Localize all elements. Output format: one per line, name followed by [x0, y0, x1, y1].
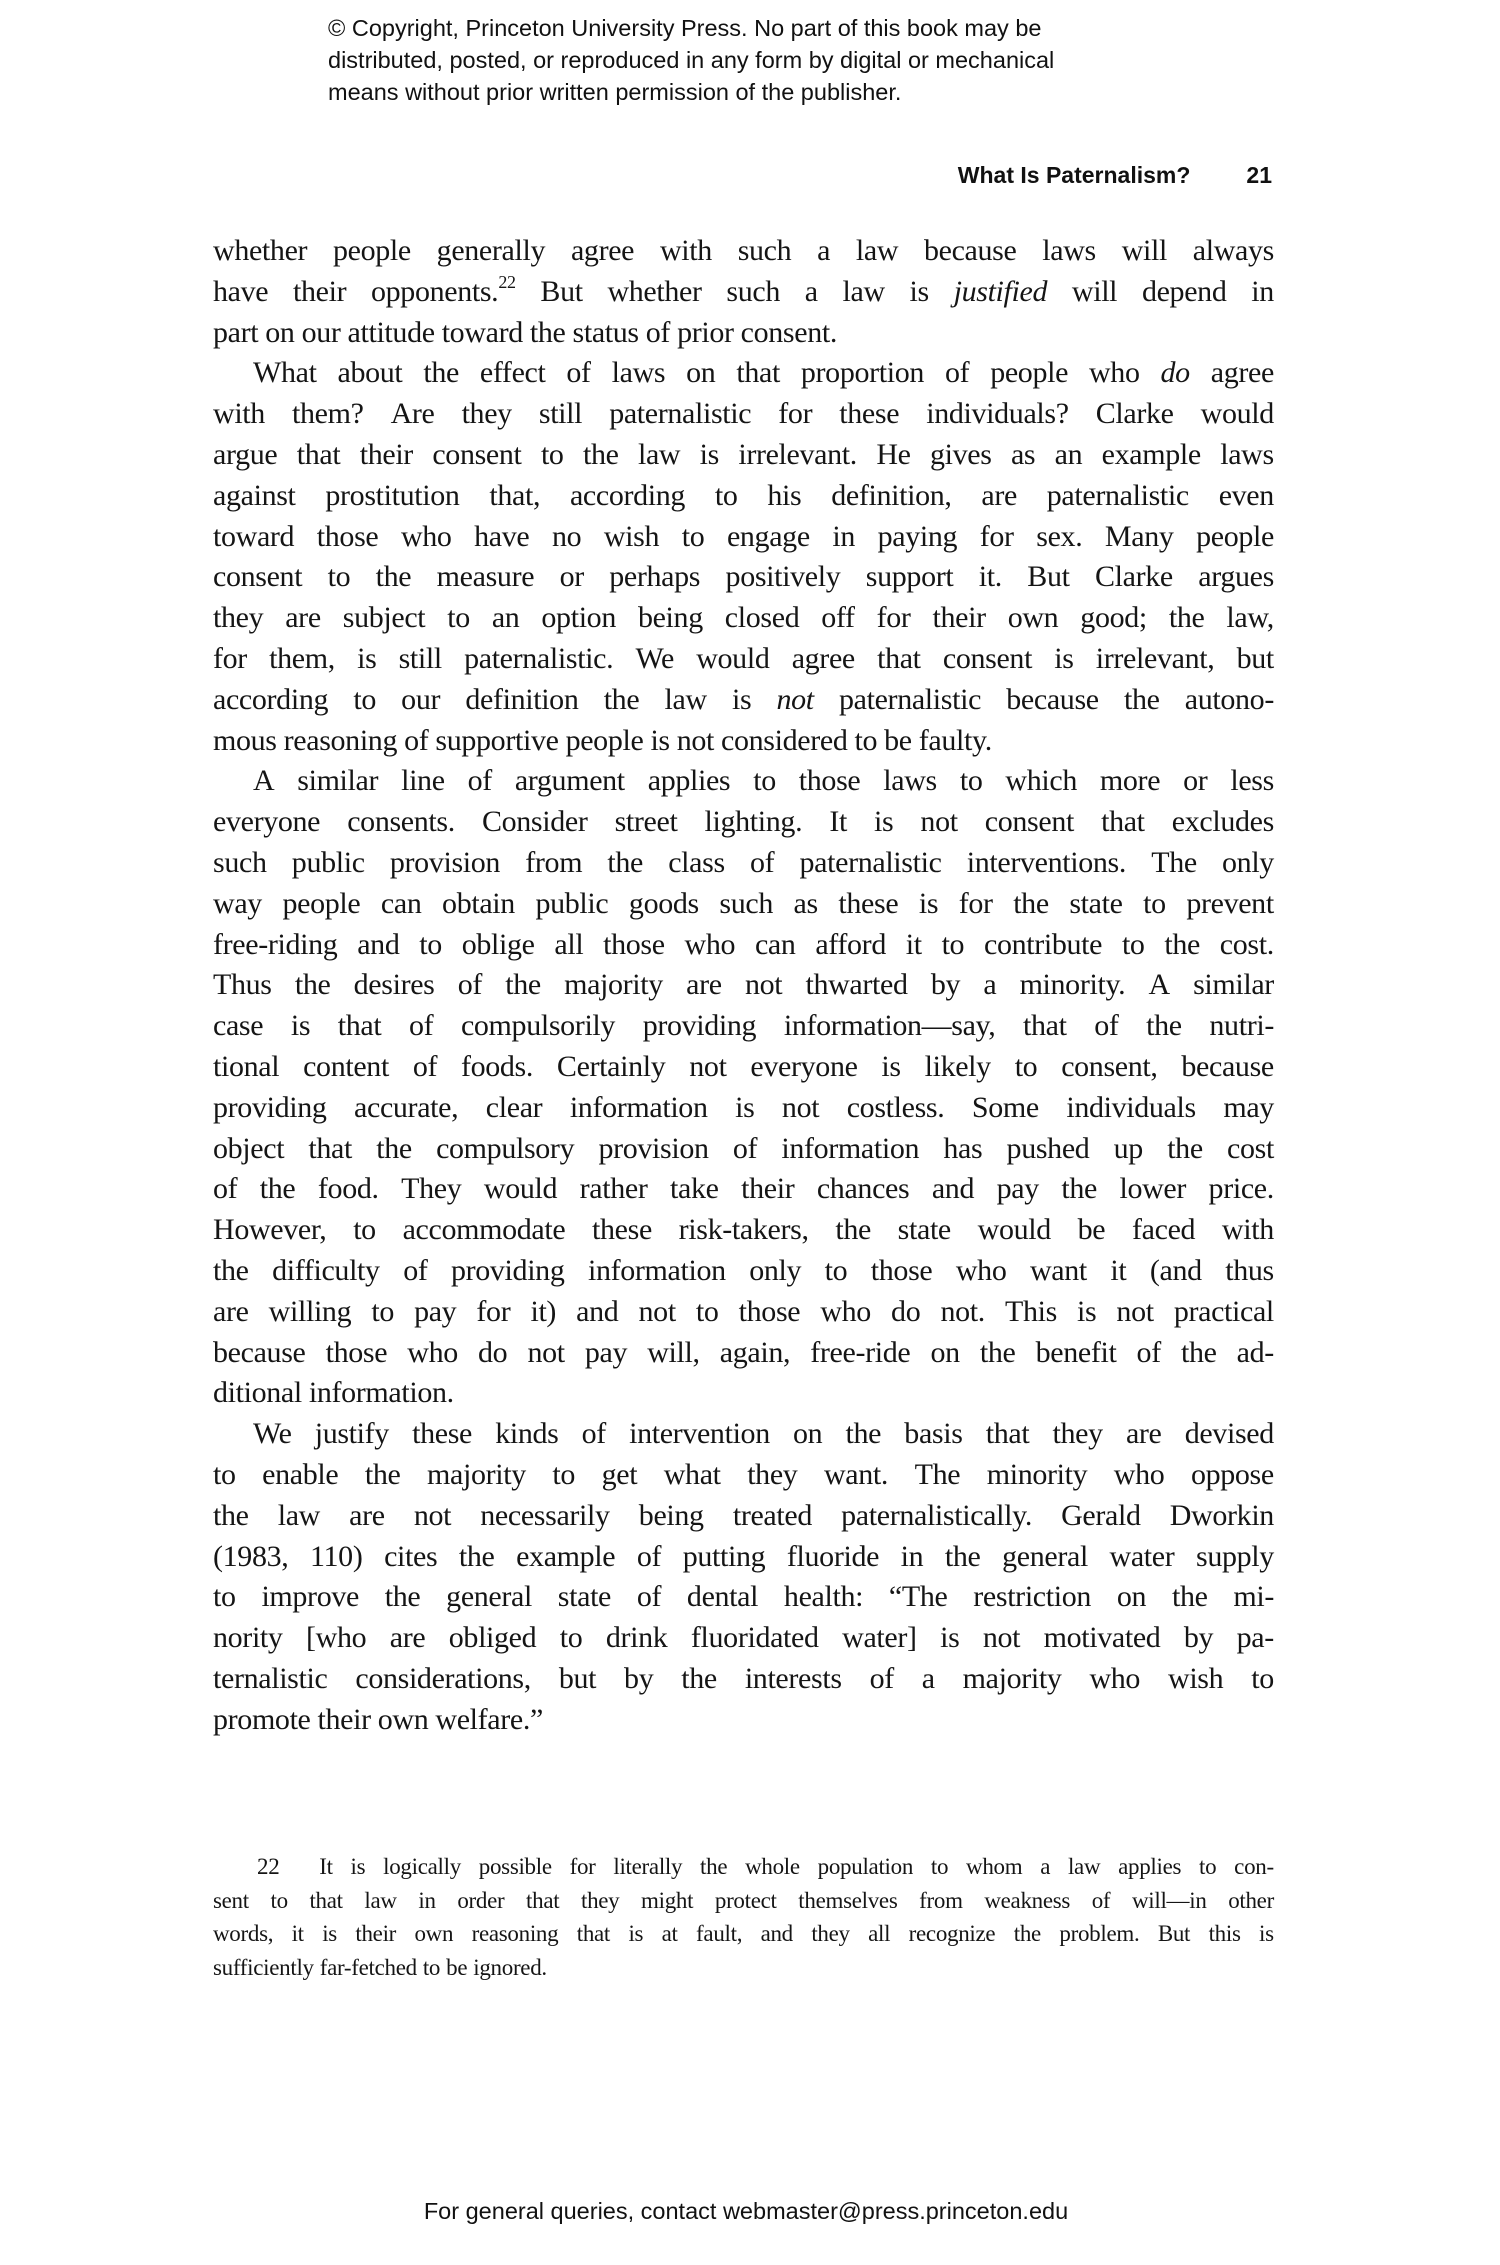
footnotes [213, 1850, 1274, 1985]
body-line: providing accurate, clear information is not costless. Some individuals may [213, 1090, 1274, 1124]
body-line: they are subject to an option being closed off for their own good; the law, [213, 601, 1274, 635]
footnote-line: sent to that law in order that they might protect themselves from weakness of will—in other [213, 1887, 1274, 1913]
body-line: everyone consents. Consider street lighting. It is not consent that excludes [213, 805, 1274, 839]
body-line: whether people generally agree with such a law because laws will always [213, 234, 1274, 267]
body-line: such public provision from the class of paternalistic interventions. The only [213, 845, 1274, 879]
body-line: part on our attitude toward the status of prior consent. [213, 315, 837, 349]
body-line: because those who do not pay will, again, free-ride on the benefit of the ad- [213, 1335, 1274, 1369]
body-line: for them, is still paternalistic. We would agree that consent is irrelevant, but [213, 641, 1274, 675]
body-line: of the food. They would rather take their chances and pay the lower price. [213, 1172, 1274, 1206]
body-line: A similar line of argument applies to those laws to which more or less [253, 764, 1274, 798]
body-line: toward those who have no wish to engage in paying for sex. Many people [213, 519, 1274, 553]
body-line: object that the compulsory provision of information has pushed up the cost [213, 1131, 1274, 1165]
body-line: mous reasoning of supportive people is not considered to be faulty. [213, 723, 992, 757]
body-line: have their opponents.$^{22}$ But whether such a law is justified will depend in [213, 271, 1274, 308]
footnote-line: words, it is their own reasoning that is at fault, and they all recognize the problem. But this is [213, 1921, 1274, 1947]
body-line: the difficulty of providing information only to those who want it (and thus [213, 1253, 1274, 1287]
body-line: promote their own welfare.” [213, 1702, 543, 1736]
footnote-number: 22 [257, 1854, 280, 1879]
body-text [213, 231, 1274, 1740]
copyright-line: © Copyright, Princeton University Press. No part of this book may be [328, 15, 1042, 41]
page-footer [0, 2195, 1492, 2227]
body-line: What about the effect of laws on that proportion of people who do agree [253, 356, 1274, 390]
body-line: free-riding and to oblige all those who can afford it to contribute to the cost. [213, 927, 1274, 961]
footnote-line: sufficiently far-fetched to be ignored. [213, 1955, 547, 1981]
body-line: Thus the desires of the majority are not thwarted by a minority. A similar [213, 968, 1274, 1002]
body-line: are willing to pay for it) and not to those who do not. This is not practical [213, 1294, 1274, 1328]
running-head [700, 160, 1272, 190]
footnote-reference[interactable]: 22 [498, 271, 516, 292]
body-line: to improve the general state of dental health: “The restriction on the mi- [213, 1580, 1274, 1614]
body-line: nority [who are obliged to drink fluoridated water] is not motivated by pa- [213, 1621, 1274, 1655]
body-line: (1983, 110) cites the example of putting fluoride in the general water supply [213, 1539, 1274, 1573]
chapter-title: What Is Paternalism? [957, 162, 1191, 188]
copyright-line: distributed, posted, or reproduced in any form by digital or mechanical [328, 47, 1055, 73]
body-line: way people can obtain public goods such as these is for the state to prevent [213, 886, 1274, 920]
body-line: tional content of foods. Certainly not everyone is likely to consent, because [213, 1049, 1274, 1083]
body-line: according to our definition the law is not paternalistic because the autono- [213, 682, 1274, 716]
body-line: with them? Are they still paternalistic for these individuals? Clarke would [213, 397, 1274, 431]
body-line: to enable the majority to get what they want. The minority who oppose [213, 1457, 1274, 1491]
copyright-notice [328, 12, 1228, 108]
copyright-line: means without prior written permission of the publisher. [328, 79, 902, 105]
body-line: consent to the measure or perhaps positively support it. But Clarke argues [213, 560, 1274, 594]
footer-contact-text: For general queries, contact webmaster@press.princeton.edu [423, 2198, 1069, 2224]
body-line: against prostitution that, according to his definition, are paternalistic even [213, 478, 1274, 512]
footnote-line: 22 It is logically possible for literally the whole population to whom a law applies to con- [213, 1850, 1274, 1884]
body-line: ternalistic considerations, but by the interests of a majority who wish to [213, 1661, 1274, 1695]
body-line: case is that of compulsorily providing information—say, that of the nutri- [213, 1009, 1274, 1043]
body-line: argue that their consent to the law is irrelevant. He gives as an example laws [213, 437, 1274, 471]
page-number: 21 [1246, 162, 1272, 188]
body-line: We justify these kinds of intervention on the basis that they are devised [253, 1417, 1274, 1451]
body-line: However, to accommodate these risk-takers, the state would be faced with [213, 1213, 1274, 1247]
body-line: ditional information. [213, 1376, 454, 1410]
body-line: the law are not necessarily being treated paternalistically. Gerald Dworkin [213, 1498, 1274, 1532]
